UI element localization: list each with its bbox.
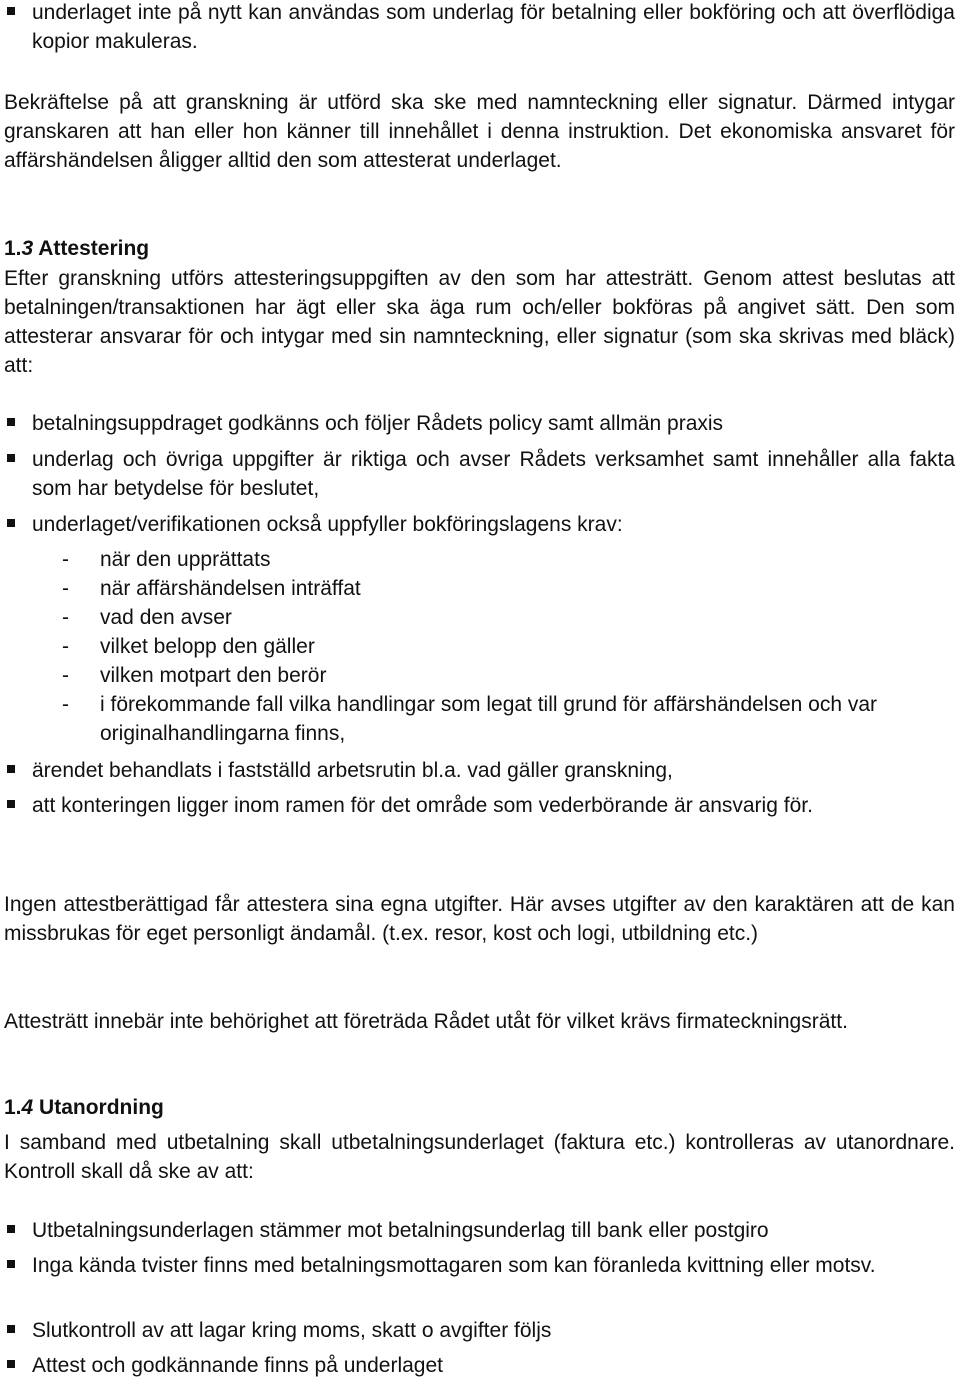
section-title: Attestering <box>38 237 150 260</box>
list-item <box>4 1351 955 1380</box>
list-item <box>4 756 955 785</box>
section-number-minor: 3 <box>21 237 34 260</box>
list-item <box>4 1316 955 1345</box>
list-item <box>4 510 955 539</box>
square-bullet-icon <box>7 1225 15 1233</box>
dash-bullet: - <box>62 606 69 629</box>
list-item-text: betalningsuppdraget godkänns och följer Rådets policy samt allmän praxis <box>32 412 724 435</box>
sub-list-item <box>62 632 955 661</box>
sub-list-item-text: vilket belopp den gäller <box>100 635 315 658</box>
dash-bullet: - <box>62 693 69 716</box>
list-item-text: underlaget inte på nytt kan användas som underlag för betalning eller bokföring och att överflödiga kopior makuleras. <box>32 1 955 53</box>
list-item <box>4 0 955 56</box>
dash-bullet: - <box>62 548 69 571</box>
section-number-major: 1. <box>4 1096 22 1119</box>
list-item-text: att konteringen ligger inom ramen för det område som vederbörande är ansvarig för. <box>32 794 813 817</box>
sub-list-item-text: vad den avser <box>100 606 232 629</box>
section-number-minor: 4 <box>21 1096 34 1119</box>
paragraph-own-expenses: Ingen attestberättigad får attestera sina egna utgifter. Här avses utgifter av den karaktären att de kan missbrukas för eget personligt ändamål. (t.ex. resor, kost och logi, utbildning etc.) <box>4 893 955 945</box>
paragraph-confirmation: Bekräftelse på att granskning är utförd ska ske med namnteckning eller signatur. Därmed intygar granskaren att han eller hon känner till innehållet i denna instruktion. Det ekonomiska ansvaret för affärshändelsen åligger alltid den som attesterat underlaget. <box>4 91 955 172</box>
section-title: Utanordning <box>39 1096 164 1119</box>
dash-bullet: - <box>62 664 69 687</box>
sub-list-item <box>62 574 955 603</box>
section-heading-utanordning <box>4 1093 164 1122</box>
list-item-text: underlag och övriga uppgifter är riktiga och avser Rådets verksamhet samt innehåller alla fakta som har betydelse för beslutet, <box>32 448 955 500</box>
sub-list-item-text: i förekommande fall vilka handlingar som legat till grund för affärshändelsen och var originalhandlingarna finns, <box>100 693 878 745</box>
sub-list-item <box>62 690 955 748</box>
sub-list-item-text: när den upprättats <box>100 548 271 571</box>
square-bullet-icon <box>7 1360 15 1368</box>
square-bullet-icon <box>7 1325 15 1333</box>
list-item-text: underlaget/verifikationen också uppfyller bokföringslagens krav: <box>32 513 623 536</box>
paragraph-utanordning: I samband med utbetalning skall utbetalningsunderlaget (faktura etc.) kontrolleras av utanordnare. Kontroll skall då ske av att: <box>4 1131 955 1183</box>
sub-list-item-text: vilken motpart den berör <box>100 664 327 687</box>
list-item <box>4 409 955 438</box>
dash-bullet: - <box>62 577 69 600</box>
list-item-text: Attest och godkännande finns på underlaget <box>32 1354 443 1377</box>
list-item <box>4 445 955 503</box>
list-item <box>4 791 955 820</box>
sub-list-item <box>62 661 955 690</box>
list-item-text: ärendet behandlats i fastställd arbetsrutin bl.a. vad gäller granskning, <box>32 759 673 782</box>
list-item <box>4 1216 955 1245</box>
square-bullet-icon <box>7 454 15 462</box>
list-item <box>4 1251 955 1280</box>
sub-list-item <box>62 545 955 574</box>
sub-list-item-text: när affärshändelsen inträffat <box>100 577 361 600</box>
square-bullet-icon <box>7 1260 15 1268</box>
list-item-text: Slutkontroll av att lagar kring moms, skatt o avgifter följs <box>32 1319 552 1342</box>
square-bullet-icon <box>7 519 15 527</box>
dash-bullet: - <box>62 635 69 658</box>
square-bullet-icon <box>7 800 15 808</box>
paragraph-attest-right: Attesträtt innebär inte behörighet att företräda Rådet utåt för vilket krävs firmateckningsrätt. <box>4 1010 848 1033</box>
list-item-text: Inga kända tvister finns med betalningsmottagaren som kan föranleda kvittning eller motsv. <box>32 1254 876 1277</box>
paragraph-attest: Efter granskning utförs attesteringsuppgiften av den som har attesträtt. Genom attest beslutas att betalningen/transaktionen har ägt eller ska äga rum och/eller bokföras på angivet sätt. Den som attesterar ansvarar för och intygar med sin namnteckning, eller signatur (som ska skrivas med bläck) att: <box>4 267 955 377</box>
section-heading-attestering <box>4 234 149 263</box>
sub-list-item <box>62 603 955 632</box>
square-bullet-icon <box>7 7 15 15</box>
list-item-text: Utbetalningsunderlagen stämmer mot betalningsunderlag till bank eller postgiro <box>32 1219 769 1242</box>
square-bullet-icon <box>7 765 15 773</box>
square-bullet-icon <box>7 418 15 426</box>
section-number-major: 1. <box>4 237 22 260</box>
